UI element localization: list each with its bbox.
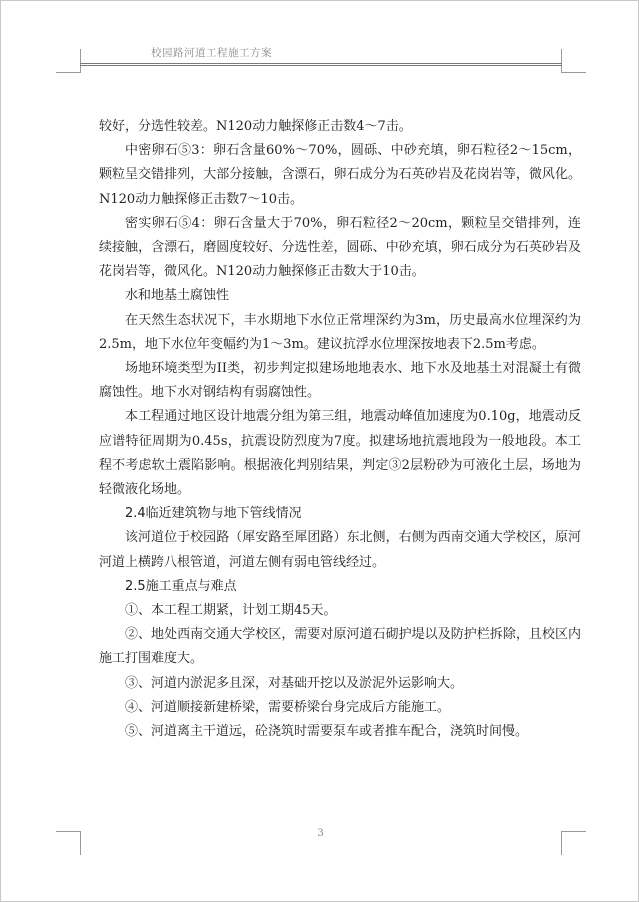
list-item-4: ④、河道顺接新建桥梁，需要桥梁台身完成后方能施工。 [125,699,451,715]
crop-mark-top-left-horizontal [56,72,81,73]
paragraph-river-location: 该河道位于校园路（犀安路至犀团路）东北侧，右侧为西南交通大学校区，原河河道上横跨八根管道，河道左侧有弱电管线经过。 [99,530,581,570]
paragraph-seismic: 本工程通过地区设计地震分组为第三组，地震动峰值加速度为0.10g，地震动反应谱特征周期为0.45s，抗震设防烈度为7度。拟建场地抗震地段为一般地段。本工程不考虑软土震陷影响。根据液化判别结果，判定③2层粉砂为可液化土层，场地为轻微液化场地。 [99,409,581,498]
paragraph-continuation: 较好，分选性较差。N120动力触探修正击数4～7击。 [99,119,412,134]
list-item-2: ②、地处西南交通大学校区，需要对原河道石砌护堤以及防护栏拆除，且校区内施工打围难度大。 [99,627,581,667]
crop-mark-top-left-vertical [80,49,81,73]
running-header-title: 校园路河道工程施工方案 [151,47,272,59]
header-rule-top [80,63,562,64]
page-number: 3 [317,828,324,839]
crop-mark-top-right-horizontal [561,72,586,73]
paragraph-site-environment: 场地环境类型为II类，初步判定拟建场地地表水、地下水及地基土对混凝土有微腐蚀性。地下水对钢结构有弱腐蚀性。 [99,361,581,401]
list-item-3: ③、河道内淤泥多且深，对基础开挖以及淤泥外运影响大。 [125,675,464,691]
document-body [99,115,581,744]
header-rule-bottom [80,65,562,66]
section-heading-2-4: 2.4临近建筑物与地下管线情况 [125,506,302,522]
paragraph-medium-dense-pebble: 中密卵石⑤3：卵石含量60%～70%，圆砾、中砂充填，卵石粒径2～15cm，颗粒呈交错排列，大部分接触，含漂石，卵石成分为石英砂岩及花岗岩等，微风化。N120动力触探修正击数7～10击。 [99,143,581,207]
paragraph-groundwater-level: 在天然生态状况下，丰水期地下水位正常埋深约为3m，历史最高水位埋深约为2.5m，地下水位年变幅约为1～3m。建议抗浮水位埋深按地表下2.5m考虑。 [99,312,581,352]
crop-mark-top-right-vertical [561,49,562,73]
subheading-water-corrosion: 水和地基土腐蚀性 [125,288,230,304]
list-item-1: ①、本工程工期紧，计划工期45天。 [125,603,337,619]
section-heading-2-5: 2.5施工重点与难点 [125,578,237,594]
list-item-5: ⑤、河道离主干道远，砼浇筑时需要泵车或者推车配合，浇筑时间慢。 [125,724,529,740]
paragraph-dense-pebble: 密实卵石⑤4：卵石含量大于70%，卵石粒径2～20cm，颗粒呈交错排列，连续接触，含漂石，磨圆度较好、分选性差，圆砾、中砂充填，卵石成分为石英砂岩及花岗岩等，微风化。N120动力触探修正击数大于10击。 [99,215,581,280]
